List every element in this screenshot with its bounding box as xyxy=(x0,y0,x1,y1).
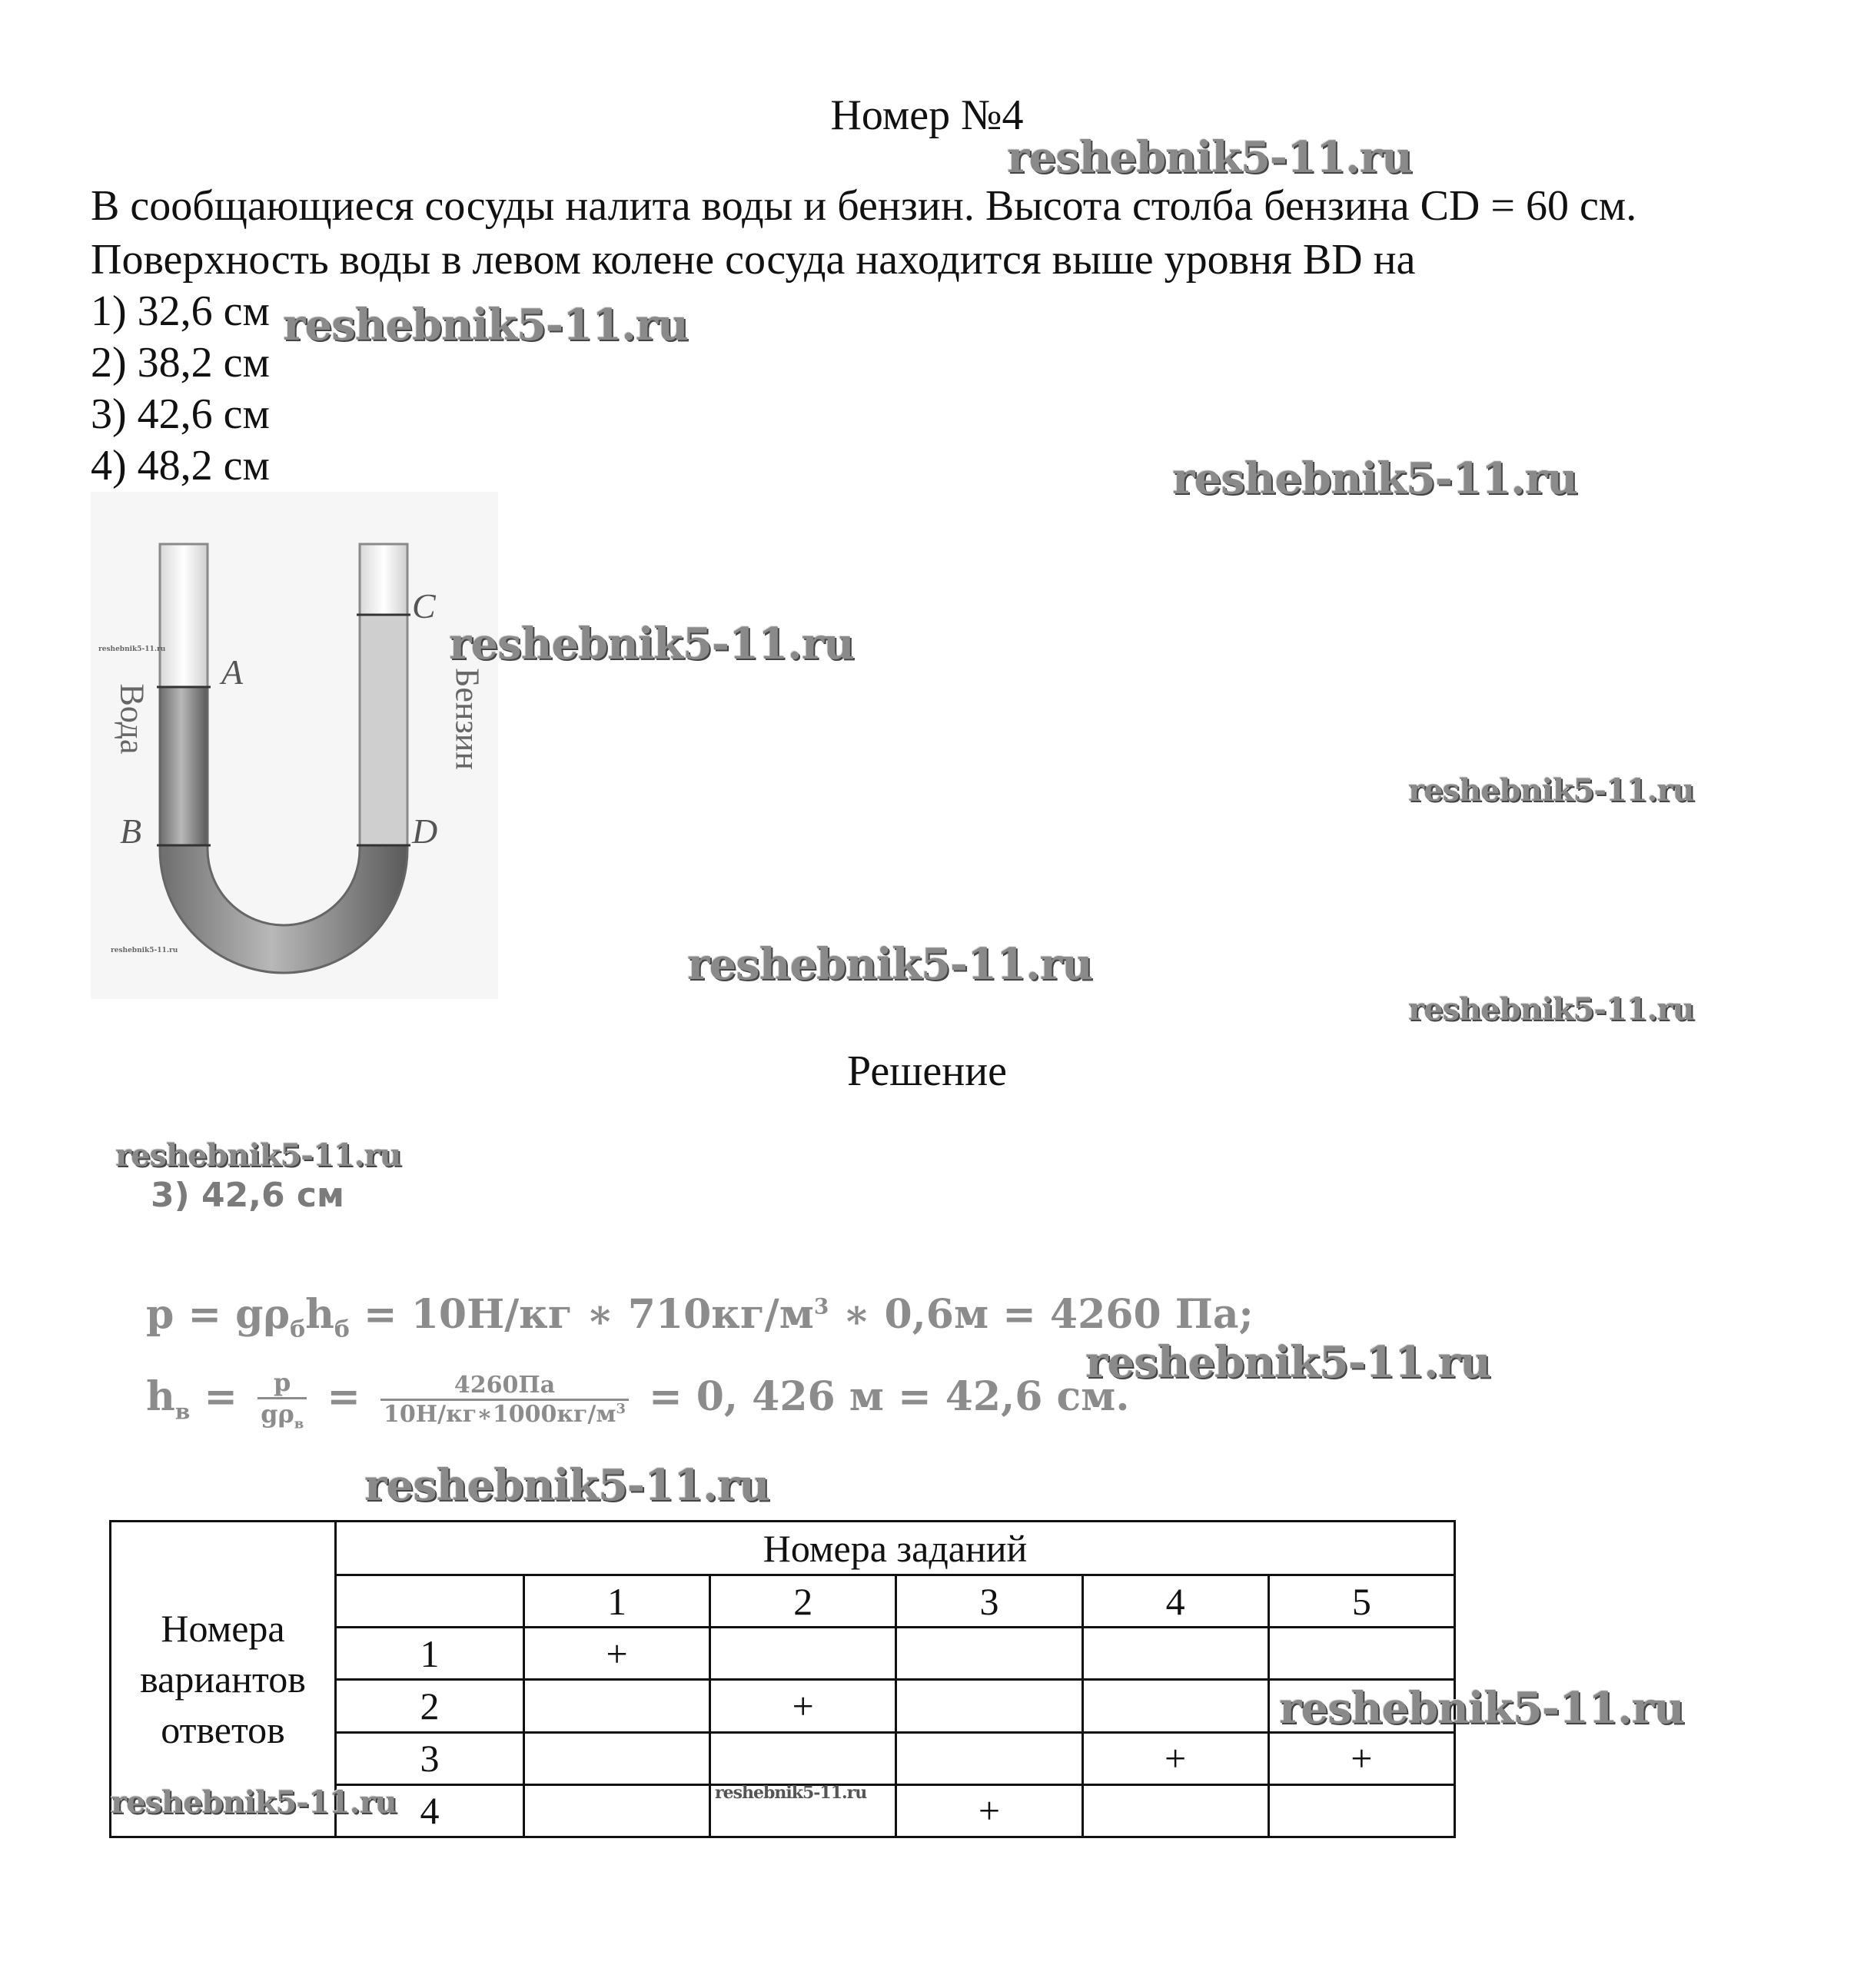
label-a: A xyxy=(221,652,244,692)
col-head-2: 2 xyxy=(710,1575,896,1628)
table-cell: + xyxy=(1082,1732,1268,1784)
option-3: 3) 42,6 см xyxy=(91,390,270,438)
eq2-frac2-den: 10Н/кг∗1000кг/м xyxy=(384,1401,616,1429)
table-cell xyxy=(524,1784,710,1837)
label-d: D xyxy=(412,811,438,851)
col-head-3: 3 xyxy=(896,1575,1082,1628)
eq2-frac1-num: p xyxy=(258,1368,307,1399)
table-cell xyxy=(896,1628,1082,1680)
watermark: reshebnik5-11.ru xyxy=(283,300,688,350)
eq2-frac2-num: 4260Па xyxy=(380,1372,629,1401)
table-cell: + xyxy=(1268,1732,1454,1784)
eq2-frac1-den-sub: в xyxy=(294,1415,304,1432)
watermark: reshebnik5-11.ru xyxy=(715,1783,867,1803)
solution-heading: Решение xyxy=(846,1047,1008,1095)
equation-pressure xyxy=(146,1291,1254,1342)
eq1-end: ∗ 0,6м = 4260 Па; xyxy=(829,1291,1254,1338)
label-c: C xyxy=(412,586,436,626)
eq2-fraction-1 xyxy=(258,1368,307,1432)
col-head-4: 4 xyxy=(1082,1575,1268,1628)
watermark: reshebnik5-11.ru xyxy=(1279,1683,1684,1734)
watermark: reshebnik5-11.ru xyxy=(1408,991,1694,1027)
eq2-lhs-sub: в xyxy=(174,1399,191,1425)
watermark: reshebnik5-11.ru xyxy=(115,1137,401,1173)
watermark: reshebnik5-11.ru xyxy=(1172,453,1577,504)
row-label: 2 xyxy=(336,1680,524,1732)
watermark: reshebnik5-11.ru xyxy=(449,619,854,669)
row-label: 4 xyxy=(336,1784,524,1837)
watermark: reshebnik5-11.ru xyxy=(111,1784,397,1820)
figure-stamp-top: reshebnik5-11.ru xyxy=(98,646,166,653)
table-cell xyxy=(896,1680,1082,1732)
problem-title: Номер №4 xyxy=(830,91,1024,139)
row-label: 3 xyxy=(336,1732,524,1784)
watermark: reshebnik5-11.ru xyxy=(1408,772,1694,808)
eq2-lhs: h xyxy=(146,1373,175,1421)
table-header: Номера заданий xyxy=(336,1522,1455,1575)
corner-cell xyxy=(336,1575,524,1628)
problem-line-1: В сообщающиеся сосуды налита воды и бензин. Высота столба бензина CD = 60 см. xyxy=(91,182,1637,230)
watermark: reshebnik5-11.ru xyxy=(1085,1337,1490,1388)
row-label: 1 xyxy=(336,1628,524,1680)
table-cell: + xyxy=(896,1784,1082,1837)
eq2-frac2-den-sup: 3 xyxy=(616,1401,626,1418)
watermark: reshebnik5-11.ru xyxy=(687,939,1092,990)
table-cell: + xyxy=(710,1680,896,1732)
option-4: 4) 48,2 см xyxy=(91,442,270,490)
eq1-sup: 3 xyxy=(813,1293,829,1319)
table-cell xyxy=(1268,1784,1454,1837)
option-1: 1) 32,6 см xyxy=(91,287,270,335)
eq1-sub2: б xyxy=(334,1316,350,1343)
figure-stamp-bottom: reshebnik5-11.ru xyxy=(111,947,178,954)
label-benzine: Бензин xyxy=(448,668,487,770)
col-head-1: 1 xyxy=(524,1575,710,1628)
equation-height: $h_в$ = $\frac{p}{g\rho_в}$ = $\frac{4260Па}{10Н/кг∗1000кг/м^3}$ = 0, 426 м = 42,6 см. xyxy=(146,1368,1130,1432)
option-2: 2) 38,2 см xyxy=(91,339,270,387)
label-b: B xyxy=(120,811,142,851)
table-cell xyxy=(896,1732,1082,1784)
table-cell xyxy=(710,1732,896,1784)
watermark: reshebnik5-11.ru xyxy=(364,1460,769,1511)
u-tube-drawing xyxy=(91,492,498,999)
watermark: reshebnik5-11.ru xyxy=(1007,132,1412,183)
eq2-frac1-den: gρ xyxy=(261,1399,294,1429)
solution-answer: 3) 42,6 см xyxy=(151,1176,344,1215)
row-header-cell: Номера вариантов ответов xyxy=(111,1522,336,1837)
label-water: Вода xyxy=(113,683,151,755)
table-cell xyxy=(1268,1628,1454,1680)
col-head-5: 5 xyxy=(1268,1575,1454,1628)
table-cell xyxy=(524,1680,710,1732)
table-cell xyxy=(1082,1628,1268,1680)
eq1-p: p = gρ xyxy=(146,1291,291,1338)
eq1-sub1: б xyxy=(290,1316,306,1343)
eq1-rest: = 10Н/кг ∗ 710кг/м xyxy=(349,1291,814,1338)
u-tube-figure xyxy=(91,492,498,999)
eq2-fraction-2 xyxy=(380,1372,629,1428)
eq2-result: = 0, 426 м = 42,6 см. xyxy=(649,1373,1130,1421)
eq1-h: h xyxy=(305,1291,334,1338)
table-cell xyxy=(710,1628,896,1680)
problem-line-2: Поверхность воды в левом колене сосуда находится выше уровня BD на xyxy=(91,236,1416,284)
table-cell: + xyxy=(524,1628,710,1680)
table-cell xyxy=(1082,1680,1268,1732)
table-cell xyxy=(1082,1784,1268,1837)
table-cell xyxy=(524,1732,710,1784)
